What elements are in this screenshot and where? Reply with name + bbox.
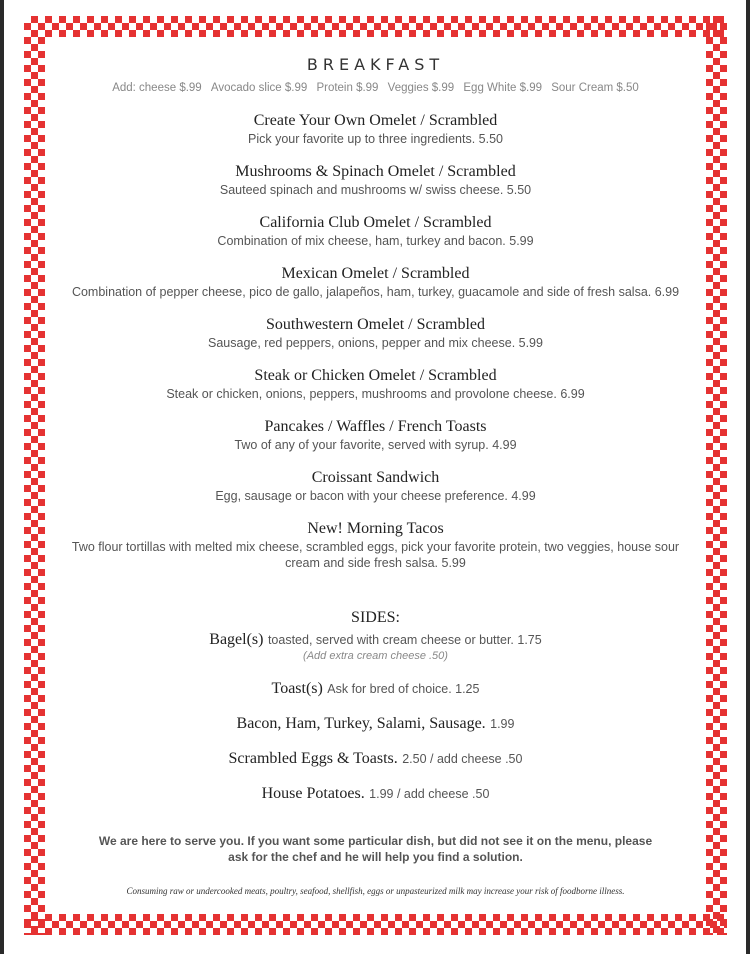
side-item-desc: toasted, served with cream cheese or butter. 1.75	[267, 633, 542, 647]
side-item-name: Bacon, Ham, Turkey, Salami, Sausage.	[236, 715, 486, 732]
menu-item-desc: Steak or chicken, onions, peppers, mushrooms and provolone cheese. 6.99	[166, 387, 585, 401]
addon-item: Veggies $.99	[387, 82, 455, 94]
menu-item-desc: Two of any of your favorite, served with syrup. 4.99	[234, 438, 517, 452]
side-item	[48, 715, 703, 733]
menu-item	[48, 112, 703, 147]
menu-item	[48, 316, 703, 351]
side-item	[48, 631, 703, 663]
checkered-border-bottom	[24, 914, 727, 935]
menu-item-desc: Pick your favorite up to three ingredients. 5.50	[247, 132, 503, 146]
service-message: We are here to serve you. If you want some particular dish, but did not see it on the menu, please ask for the chef and he will help you find a solution.	[98, 834, 653, 864]
checkered-border-left	[24, 16, 45, 935]
menu-item	[48, 418, 703, 453]
menu-item-name: Mexican Omelet / Scrambled	[281, 265, 470, 282]
menu-item-name: Southwestern Omelet / Scrambled	[265, 316, 486, 333]
addon-item: Avocado slice $.99	[210, 82, 308, 94]
side-item-name: Bagel(s)	[209, 631, 264, 648]
menu-item	[48, 520, 703, 571]
side-item-desc: 2.50 / add cheese .50	[402, 752, 523, 766]
menu-item-name: California Club Omelet / Scrambled	[259, 214, 492, 231]
menu-item	[48, 214, 703, 249]
side-item-name: Toast(s)	[271, 680, 323, 697]
side-item-desc: 1.99 / add cheese .50	[369, 787, 490, 801]
menu-item-desc: Two flour tortillas with melted mix cheese, scrambled eggs, pick your favorite protein, two veggies, house sour cream and side fresh salsa. 5.99	[71, 540, 680, 570]
sides-heading: SIDES:	[351, 609, 400, 626]
menu-item-name: Steak or Chicken Omelet / Scrambled	[254, 367, 497, 384]
menu-item-desc: Combination of pepper cheese, pico de gallo, jalapeños, ham, turkey, guacamole and side of fresh salsa. 6.99	[71, 285, 680, 299]
menu-item	[48, 265, 703, 300]
side-item-note: (Add extra cream cheese .50)	[303, 650, 448, 662]
addon-item: Sour Cream $.50	[551, 82, 639, 94]
addon-item: Protein $.99	[316, 82, 379, 94]
menu-item	[48, 163, 703, 198]
menu-item-name: Croissant Sandwich	[311, 469, 440, 486]
menu-item-name: Mushrooms & Spinach Omelet / Scrambled	[235, 163, 516, 180]
side-item	[48, 750, 703, 768]
menu-page	[4, 0, 746, 954]
menu-item-desc: Egg, sausage or bacon with your cheese preference. 4.99	[215, 489, 536, 503]
menu-item-name: New! Morning Tacos	[307, 520, 444, 537]
side-item-name: House Potatoes.	[261, 785, 365, 802]
addon-item: Add: cheese $.99	[112, 82, 202, 94]
menu-item-name: Pancakes / Waffles / French Toasts	[264, 418, 487, 435]
menu-item	[48, 469, 703, 504]
side-item-name: Scrambled Eggs & Toasts.	[228, 750, 398, 767]
side-item	[48, 785, 703, 803]
health-disclaimer: Consuming raw or undercooked meats, poultry, seafood, shellfish, eggs or unpasteurized milk may increase your risk of foodborne illness.	[126, 886, 625, 896]
checkered-border-top	[24, 16, 727, 37]
menu-item	[48, 367, 703, 402]
menu-item-desc: Sauteed spinach and mushrooms w/ swiss cheese. 5.50	[219, 183, 532, 197]
menu-item-name: Create Your Own Omelet / Scrambled	[253, 112, 498, 129]
menu-content	[48, 40, 703, 897]
menu-item-desc: Combination of mix cheese, ham, turkey and bacon. 5.99	[217, 234, 534, 248]
addons-line	[48, 80, 703, 96]
side-item-desc: Ask for bred of choice. 1.25	[327, 682, 480, 696]
addon-item: Egg White $.99	[463, 82, 543, 94]
menu-title: BREAKFAST	[306, 55, 445, 74]
side-item	[48, 680, 703, 698]
side-item-desc: 1.99	[490, 717, 515, 731]
checkered-border-right	[706, 16, 727, 935]
menu-item-desc: Sausage, red peppers, onions, pepper and mix cheese. 5.99	[208, 336, 543, 350]
